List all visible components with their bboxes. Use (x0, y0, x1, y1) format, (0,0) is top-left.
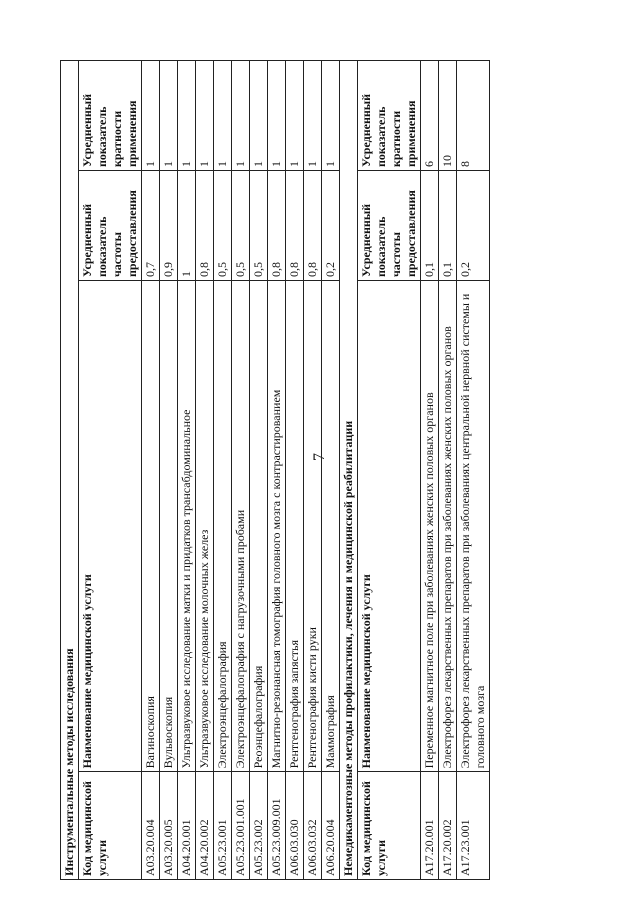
frequency-value: 0,5 (214, 171, 232, 281)
service-name: Переменное магнитное поле при заболеваниях женских половых органов (421, 281, 439, 772)
service-name: Электрофорез лекарственных препаратов при заболеваниях центральной нервной системы и головного мозга (457, 281, 490, 772)
multiplicity-value: 1 (160, 61, 178, 171)
table-row (142, 61, 160, 880)
multiplicity-value: 1 (268, 61, 286, 171)
section-title: Немедикаментозные методы профилактики, лечения и медицинской реабилитации (340, 61, 358, 880)
table-row (421, 61, 439, 880)
multiplicity-value: 1 (286, 61, 304, 171)
service-code: A05.23.009.001 (268, 772, 286, 880)
service-code: A05.23.001 (214, 772, 232, 880)
section-heading-row (340, 61, 358, 880)
table-row (304, 61, 322, 880)
service-code: A17.20.002 (439, 772, 457, 880)
header-code: Код медицинской услуги (358, 772, 421, 880)
multiplicity-value: 6 (421, 61, 439, 171)
table-row (214, 61, 232, 880)
multiplicity-value: 1 (196, 61, 214, 171)
frequency-value: 1 (178, 171, 196, 281)
header-name: Наименование медицинской услуги (358, 281, 421, 772)
frequency-value: 0,7 (142, 171, 160, 281)
service-name: Реоэнцефалография (250, 281, 268, 772)
service-code: A04.20.002 (196, 772, 214, 880)
service-code: A03.20.005 (160, 772, 178, 880)
header-multiplicity: Усредненный показатель кратности применения (79, 61, 142, 171)
services-table (60, 60, 490, 880)
multiplicity-value: 1 (214, 61, 232, 171)
service-code: A04.20.001 (178, 772, 196, 880)
multiplicity-value: 1 (178, 61, 196, 171)
frequency-value: 0,8 (304, 171, 322, 281)
frequency-value: 0,1 (421, 171, 439, 281)
document-sheet (60, 60, 586, 880)
table-row (196, 61, 214, 880)
table-row (178, 61, 196, 880)
service-name: Маммография (322, 281, 340, 772)
service-name: Рентгенография запястья (286, 281, 304, 772)
table-row (322, 61, 340, 880)
service-name: Ультразвуковое исследование матки и придатков трансабдоминальное (178, 281, 196, 772)
service-code: A05.23.002 (250, 772, 268, 880)
service-name: Электроэнцефалография с нагрузочными пробами (232, 281, 250, 772)
header-frequency: Усредненный показатель частоты предоставления (358, 171, 421, 281)
service-name: Ультразвуковое исследование молочных желез (196, 281, 214, 772)
header-multiplicity: Усредненный показатель кратности применения (358, 61, 421, 171)
multiplicity-value: 1 (322, 61, 340, 171)
table-row (439, 61, 457, 880)
service-code: A06.03.032 (304, 772, 322, 880)
frequency-value: 0,8 (286, 171, 304, 281)
frequency-value: 0,8 (268, 171, 286, 281)
frequency-value: 0,9 (160, 171, 178, 281)
table-header-row (79, 61, 142, 880)
table-row (250, 61, 268, 880)
service-code: A06.03.030 (286, 772, 304, 880)
frequency-value: 0,5 (232, 171, 250, 281)
service-name: Вульвоскопия (160, 281, 178, 772)
multiplicity-value: 1 (142, 61, 160, 171)
header-name: Наименование медицинской услуги (79, 281, 142, 772)
multiplicity-value: 1 (304, 61, 322, 171)
table-row (232, 61, 250, 880)
frequency-value: 0,8 (196, 171, 214, 281)
table-row (286, 61, 304, 880)
page-number: 7 (311, 453, 328, 461)
service-code: A17.20.001 (421, 772, 439, 880)
table-header-row (358, 61, 421, 880)
frequency-value: 0,2 (322, 171, 340, 281)
service-name: Электрофорез лекарственных препаратов при заболеваниях женских половых органов (439, 281, 457, 772)
multiplicity-value: 1 (232, 61, 250, 171)
multiplicity-value: 10 (439, 61, 457, 171)
service-name: Электроэнцефалография (214, 281, 232, 772)
header-frequency: Усредненный показатель частоты предоставления (79, 171, 142, 281)
multiplicity-value: 1 (250, 61, 268, 171)
header-code: Код медицинской услуги (79, 772, 142, 880)
section-title: Инструментальные методы исследования (61, 61, 79, 880)
table-row (268, 61, 286, 880)
section-heading-row (61, 61, 79, 880)
service-name: Рентгенография кисти руки (304, 281, 322, 772)
frequency-value: 0,2 (457, 171, 490, 281)
service-code: A06.20.004 (322, 772, 340, 880)
frequency-value: 0,1 (439, 171, 457, 281)
service-name: Магнитно-резонансная томография головного мозга с контрастированием (268, 281, 286, 772)
table-row (160, 61, 178, 880)
service-code: A05.23.001.001 (232, 772, 250, 880)
service-code: A17.23.001 (457, 772, 490, 880)
service-code: A03.20.004 (142, 772, 160, 880)
frequency-value: 0,5 (250, 171, 268, 281)
service-name: Вагиноскопия (142, 281, 160, 772)
multiplicity-value: 8 (457, 61, 490, 171)
table-row (457, 61, 490, 880)
